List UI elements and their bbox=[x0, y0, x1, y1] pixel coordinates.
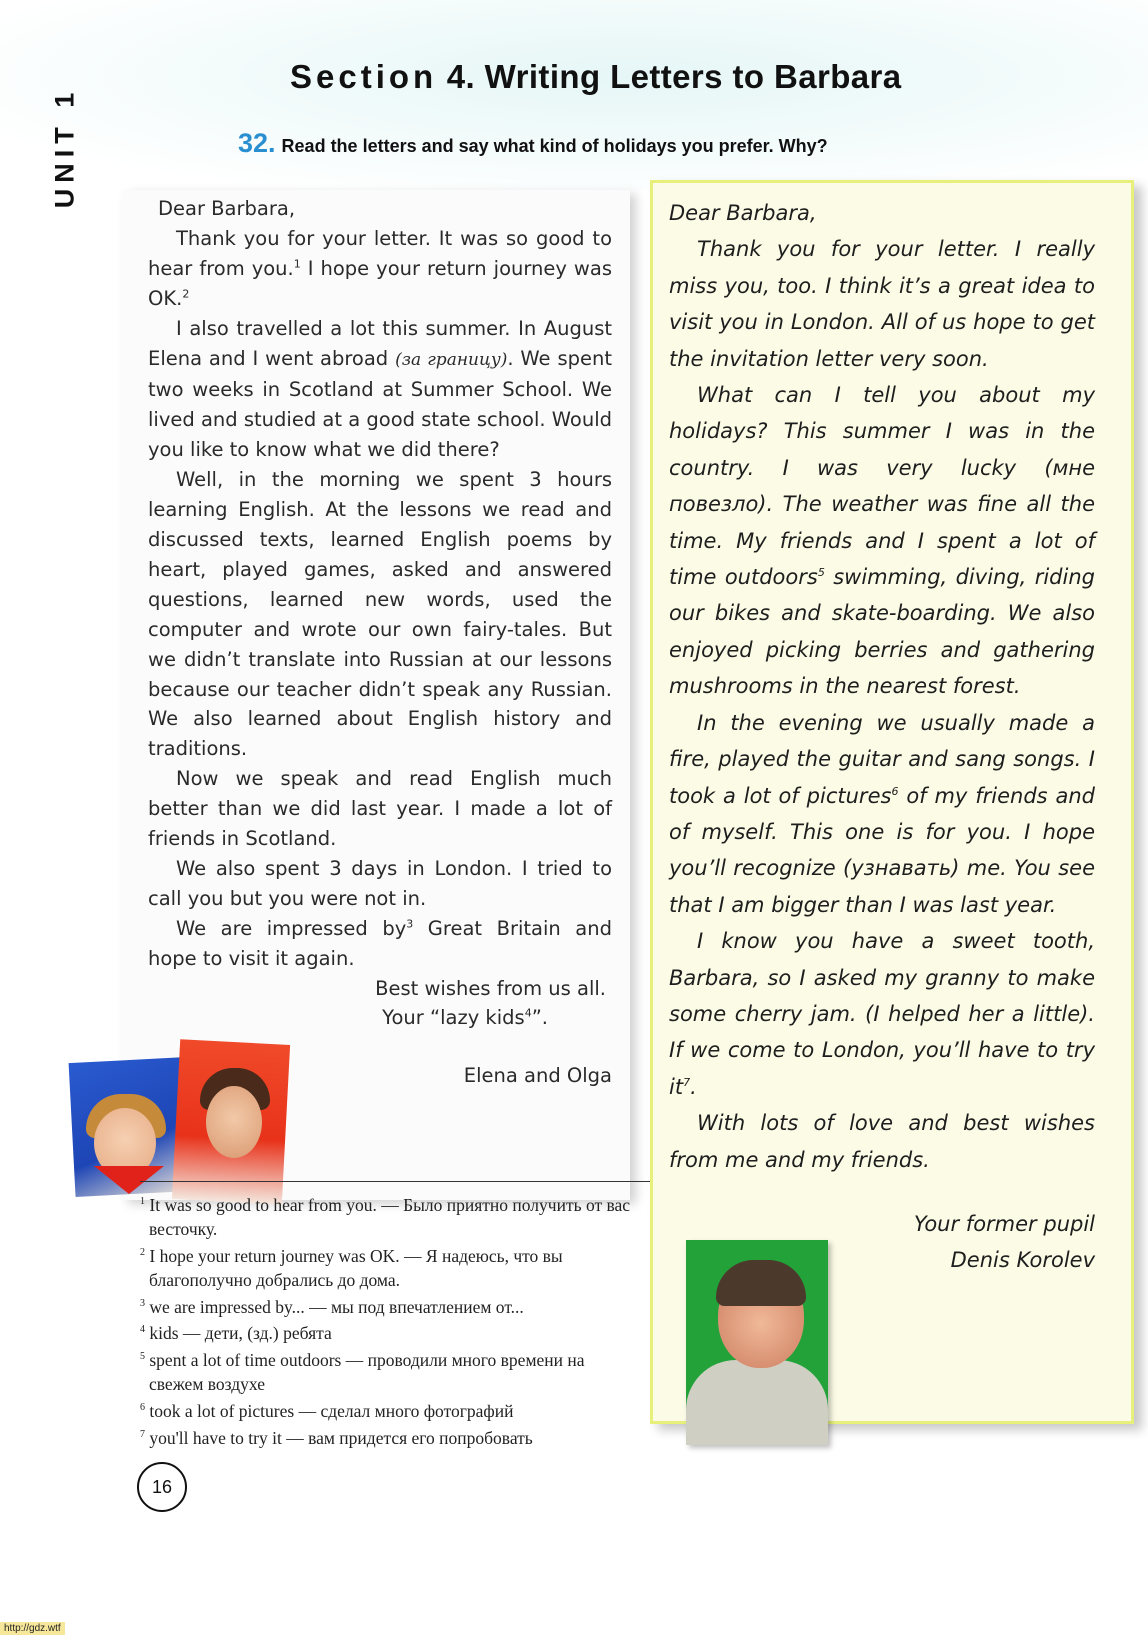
letter-right-closing: Your former pupil bbox=[913, 1211, 1095, 1236]
text: . bbox=[690, 1074, 697, 1099]
footnote-text: kids — дети, (зд.) ребята bbox=[149, 1323, 332, 1344]
letter-right-body bbox=[669, 195, 1095, 1279]
photo-girls bbox=[66, 1016, 281, 1194]
footnote-ref: 2 bbox=[182, 287, 190, 301]
footnote-ref: 4 bbox=[524, 1006, 532, 1020]
letter-left-paragraph: Well, in the morning we spent 3 hours learning English. At the lessons we read and discussed texts, learned English poems by heart, played games, asked and answered questions, learned new words, used the computer and wrote our own fairy-tales. But we didn’t translate into Russian at our lessons because our teacher didn’t speak any Russian. We also learned about English history and traditions. bbox=[148, 468, 612, 761]
text: of my friends and of myself. This one is for you. I hope you’ll recognize (узнавать) me. You see that I am bigger than I was last year. bbox=[669, 783, 1095, 917]
photo-boy bbox=[686, 1240, 828, 1445]
text: ”. bbox=[531, 1006, 548, 1030]
section-title bbox=[290, 58, 902, 96]
letter-left-paragraph bbox=[148, 224, 612, 314]
letter-left-paragraph: Now we speak and read English much better than we did last year. I made a lot of friends in Scotland. bbox=[148, 767, 612, 851]
task-number: 32. bbox=[238, 128, 276, 158]
footnote-number: 7 bbox=[140, 1428, 145, 1440]
task-text: Read the letters and say what kind of holidays you prefer. Why? bbox=[281, 136, 828, 156]
text: I hope your return journey was OK. bbox=[148, 256, 612, 310]
footnote-text: we are impressed by... — мы под впечатлением от... bbox=[149, 1296, 524, 1317]
letter-right-paragraph: Thank you for your letter. I really miss you, too. I think it’s a great idea to visit you in London. All of us hope to get the invitation letter very soon. bbox=[669, 237, 1095, 371]
letter-right-paragraph bbox=[669, 923, 1095, 1105]
letter-right-paragraph bbox=[669, 705, 1095, 923]
text: I also travelled a lot this summer. In August Elena and I went abroad bbox=[148, 316, 612, 370]
text: Your “lazy kids bbox=[382, 1006, 525, 1030]
boy-shirt bbox=[686, 1360, 828, 1445]
footnote-ref: 1 bbox=[293, 257, 301, 271]
footnote bbox=[140, 1190, 640, 1241]
letter-left-paragraph: We also spent 3 days in London. I tried to call you but you were not in. bbox=[148, 856, 612, 910]
text: . We spent two weeks in Scotland at Summer School. We lived and studied at a good state school. Would you like to know what we did there? bbox=[148, 346, 612, 462]
section-title-text: 4. Writing Letters to Barbara bbox=[446, 58, 902, 95]
footnotes bbox=[140, 1190, 640, 1450]
text: Great Britain and hope to visit it again. bbox=[148, 916, 612, 970]
footnote bbox=[140, 1345, 640, 1396]
task-instruction bbox=[238, 128, 828, 159]
section-prefix: Section bbox=[290, 58, 438, 95]
letter-right-paragraph: With lots of love and best wishes from me and my friends. bbox=[669, 1111, 1095, 1172]
letter-left-greeting: Dear Barbara, bbox=[158, 197, 296, 220]
letter-right-paragraph bbox=[669, 377, 1095, 705]
unit-label bbox=[50, 82, 80, 212]
footnote bbox=[140, 1423, 640, 1450]
footnote-ref: 7 bbox=[683, 1075, 691, 1089]
footnote-ref: 6 bbox=[891, 784, 899, 798]
girl-face bbox=[206, 1086, 262, 1158]
footnote bbox=[140, 1318, 640, 1345]
footnote-number: 4 bbox=[140, 1324, 145, 1336]
text: What can I tell you about my holidays? This summer I was in the country. I was very lucky (мне повезло). The weather was fine all the time. My friends and I spent a lot of time outdoors bbox=[669, 383, 1095, 590]
footnote bbox=[140, 1396, 640, 1423]
footnote-number: 6 bbox=[140, 1402, 145, 1414]
letter-left-paragraph bbox=[148, 314, 612, 466]
footnote-text: It was so good to hear from you. — Было приятно получить от вас весточку. bbox=[149, 1194, 631, 1239]
footnote-text: I hope your return journey was OK. — Я надеюсь, что вы благополучно добрались до дома. bbox=[149, 1245, 563, 1290]
letter-left-paragraph bbox=[148, 914, 612, 974]
footnote-divider bbox=[140, 1181, 650, 1182]
page-number bbox=[137, 1462, 187, 1512]
footnote-number: 3 bbox=[140, 1297, 145, 1309]
text: In the evening we usually made a fire, played the guitar and sang songs. I took a lot of pictures bbox=[669, 710, 1095, 808]
page-number-text: 16 bbox=[151, 1476, 173, 1497]
unit-label-text: UNIT 1 bbox=[49, 86, 80, 208]
watermark-link[interactable]: http://gdz.wtf bbox=[0, 1622, 65, 1635]
footnote-text: took a lot of pictures — сделал много фотографий bbox=[149, 1400, 514, 1421]
boy-hair bbox=[716, 1260, 806, 1306]
footnote-number: 1 bbox=[140, 1196, 145, 1207]
letter-right-signature: Denis Korolev bbox=[950, 1248, 1095, 1273]
russian-gloss: (за границу) bbox=[395, 349, 508, 370]
letter-right-greeting: Dear Barbara, bbox=[669, 201, 817, 225]
text: swimming, diving, riding our bikes and skate-boarding. We also enjoyed picking berries and gathering mushrooms in the nearest forest. bbox=[669, 565, 1095, 699]
footnote-ref: 5 bbox=[817, 566, 825, 580]
footnote bbox=[140, 1292, 640, 1319]
footnote-text: spent a lot of time outdoors — проводили много времени на свежем воздухе bbox=[149, 1350, 585, 1395]
letter-left-names: Elena and Olga bbox=[463, 1064, 612, 1088]
text: Thank you for your letter. It was so good to hear from you. bbox=[148, 226, 612, 280]
text: We are impressed by bbox=[176, 916, 407, 940]
footnote-number: 2 bbox=[140, 1246, 145, 1258]
text: I know you have a sweet tooth, Barbara, so I asked my granny to make some cherry jam. (I helped her a little). If we come to London, you’ll have to try it bbox=[669, 929, 1095, 1099]
footnote-ref: 3 bbox=[406, 917, 414, 931]
letter-left-closing: Best wishes from us all. bbox=[375, 976, 606, 1000]
letter-left-body bbox=[148, 194, 612, 1091]
footnote bbox=[140, 1241, 640, 1292]
footnote-text: you'll have to try it — вам придется его попробовать bbox=[149, 1427, 533, 1448]
letter-denis bbox=[650, 180, 1134, 1424]
footnote-number: 5 bbox=[140, 1351, 145, 1363]
